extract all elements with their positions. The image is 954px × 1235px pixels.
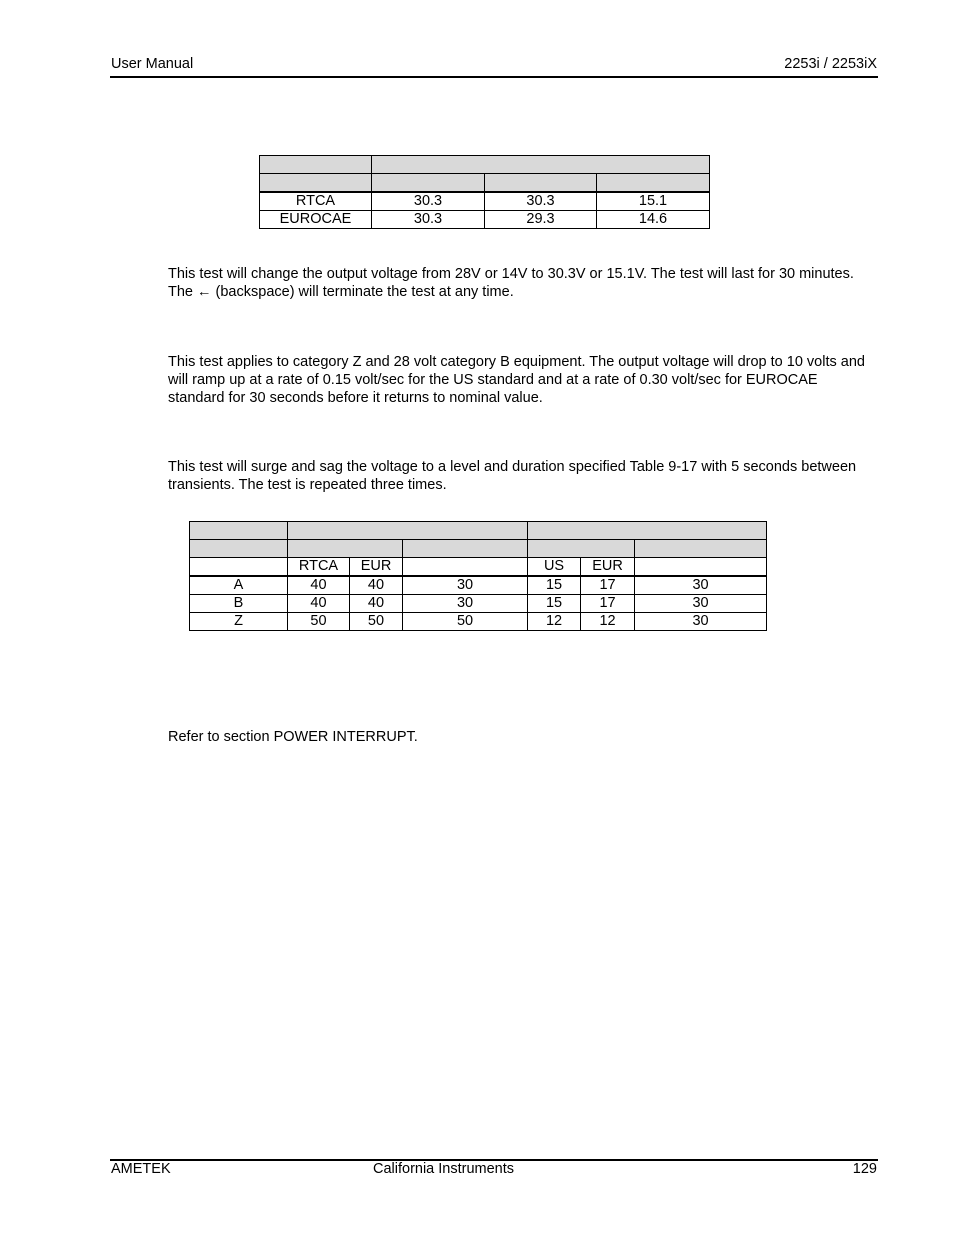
table-cell: 14.6	[597, 211, 710, 229]
table-cell	[403, 558, 528, 577]
table-cell: 40	[350, 576, 403, 595]
transient-table	[189, 521, 767, 631]
table-header-row	[260, 156, 710, 174]
table-cell: 15	[528, 595, 581, 613]
table-cell: B	[190, 595, 288, 613]
table-cell: 30.3	[372, 192, 485, 211]
table-cell: 30	[403, 576, 528, 595]
table-row	[190, 576, 767, 595]
table-cell: 50	[403, 613, 528, 631]
table-header-row	[260, 174, 710, 193]
table-cell: 30.3	[372, 211, 485, 229]
table-cell: 40	[288, 576, 350, 595]
body-paragraph: This test will change the output voltage from 28V or 14V to 30.3V or 15.1V. The test will last for 30 minutes. The ← (backspace) will terminate the test at any time.	[168, 266, 854, 300]
table-cell: 30	[635, 595, 767, 613]
table-cell: 30	[635, 576, 767, 595]
table-header-row	[190, 540, 767, 558]
table-cell: A	[190, 576, 288, 595]
page-number: 129	[852, 1161, 877, 1177]
table-cell: US	[528, 558, 581, 577]
table-cell: 15	[528, 576, 581, 595]
table-cell: 30.3	[485, 192, 597, 211]
table-cell: Z	[190, 613, 288, 631]
table-row	[190, 595, 767, 613]
table-subheader-row	[190, 558, 767, 577]
table-row	[260, 192, 710, 211]
table-cell: 50	[350, 613, 403, 631]
table-cell: 17	[581, 576, 635, 595]
table-cell: 50	[288, 613, 350, 631]
header-title: User Manual	[111, 56, 194, 72]
table-cell: 12	[581, 613, 635, 631]
table-row	[190, 613, 767, 631]
footer-brand: California Instruments	[373, 1161, 515, 1177]
table-cell: 15.1	[597, 192, 710, 211]
table-cell: EUR	[581, 558, 635, 577]
table-cell: 17	[581, 595, 635, 613]
table-row	[260, 211, 710, 229]
body-paragraph: This test will surge and sag the voltage to a level and duration specified Table 9-17 with 5 seconds between transients. The test is repeated three times.	[168, 459, 857, 493]
table-cell: 29.3	[485, 211, 597, 229]
table-cell	[635, 558, 767, 577]
table-cell: 30	[403, 595, 528, 613]
header-rule	[110, 76, 878, 78]
body-paragraph: This test applies to category Z and 28 volt category B equipment. The output voltage will drop to 10 volts and will ramp up at a rate of 0.15 volt/sec for the US standard and at a rate of 0.30 volt/sec for EUROCAE standard for 30 seconds before it returns to nominal value.	[168, 354, 865, 406]
table-cell: 40	[350, 595, 403, 613]
header-model: 2253i / 2253iX	[784, 56, 877, 72]
footer-company: AMETEK	[111, 1161, 171, 1177]
table-cell: EUROCAE	[260, 211, 372, 229]
table-cell	[190, 558, 288, 577]
table-cell: 12	[528, 613, 581, 631]
table-cell: RTCA	[288, 558, 350, 577]
body-paragraph: Refer to section POWER INTERRUPT.	[168, 729, 418, 745]
table-header-row	[190, 522, 767, 540]
table-cell: EUR	[350, 558, 403, 577]
voltage-table	[259, 155, 710, 229]
table-cell: 40	[288, 595, 350, 613]
table-cell: RTCA	[260, 192, 372, 211]
table-cell: 30	[635, 613, 767, 631]
